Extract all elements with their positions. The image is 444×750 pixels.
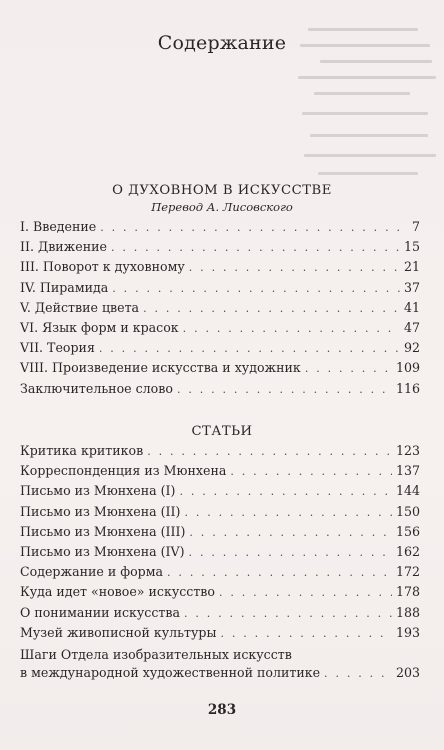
toc-entry-title: I. Введение <box>20 219 97 234</box>
toc-entry-page: 116 <box>395 380 420 396</box>
toc-entry-title: VI. Язык форм и красок <box>20 319 179 335</box>
section-heading: СТАТЬИ <box>191 424 253 439</box>
toc-entry-title: Письмо из Мюнхена (III) <box>20 523 186 539</box>
toc-entry-page: 21 <box>403 259 420 275</box>
toc-entry[interactable] <box>20 300 420 320</box>
toc-entry[interactable] <box>20 544 420 564</box>
toc-entry-title: Письмо из Мюнхена (I) <box>20 483 176 499</box>
toc-entry[interactable] <box>20 504 420 524</box>
toc-entry[interactable] <box>20 280 420 300</box>
toc-entry-title: Шаги Отдела изобразительных искусств <box>20 646 292 662</box>
toc-entry[interactable] <box>20 239 420 259</box>
toc-entry-page: 47 <box>403 319 420 335</box>
page-title: Содержание <box>157 32 287 54</box>
toc-entry-page: 203 <box>395 664 420 680</box>
dot-leader <box>179 485 392 498</box>
dot-leader <box>184 607 392 620</box>
toc-entry[interactable] <box>20 645 420 685</box>
toc-entry-title: Корреспонденция из Мюнхена <box>20 463 227 479</box>
toc-entry-title: Музей живописной культуры <box>20 624 217 640</box>
dot-leader <box>189 526 392 539</box>
dot-leader <box>221 627 392 640</box>
dot-leader <box>230 465 392 478</box>
toc-entry-page: 193 <box>395 624 420 640</box>
toc-entry[interactable] <box>20 360 420 380</box>
toc-entry-page: 137 <box>395 463 420 479</box>
toc-entry-title: III. Поворот к духовному <box>20 259 185 275</box>
toc-entry[interactable] <box>20 584 420 604</box>
dot-leader <box>143 302 400 315</box>
toc-entry-title: Заключительное слово <box>20 380 173 396</box>
dot-leader <box>100 221 408 234</box>
toc-entry-title: Письмо из Мюнхена (IV) <box>20 543 185 559</box>
dot-leader <box>111 241 400 254</box>
toc-entry-title: V. Действие цвета <box>20 299 140 315</box>
toc-entry-title: О понимании искусства <box>20 604 180 620</box>
section-translator: Перевод А. Лисовского <box>151 200 293 214</box>
dot-leader <box>167 566 392 579</box>
toc-entry[interactable] <box>20 564 420 584</box>
toc-entry-title: VII. Теория <box>20 340 95 356</box>
toc-entry[interactable] <box>20 259 420 279</box>
toc-entry-title: VIII. Произведение искусства и художник <box>20 360 301 376</box>
toc-entry-page: 7 <box>411 219 420 234</box>
toc-list <box>20 219 420 401</box>
toc-entry-title: IV. Пирамида <box>20 279 109 295</box>
toc-entry-page: 162 <box>395 543 420 559</box>
toc-entry[interactable] <box>20 381 420 401</box>
dot-leader <box>184 506 392 519</box>
toc-entry-page: 41 <box>403 299 420 315</box>
toc-entry-title: II. Движение <box>20 239 107 255</box>
toc-entry[interactable] <box>20 219 420 239</box>
page-number: 283 <box>207 702 237 718</box>
section-heading: О ДУХОВНОМ В ИСКУССТВЕ <box>112 183 332 198</box>
toc-entry[interactable] <box>20 463 420 483</box>
toc-entry-page: 156 <box>395 523 420 539</box>
dot-leader <box>112 282 400 295</box>
toc-entry-title: Письмо из Мюнхена (II) <box>20 503 181 519</box>
toc-entry[interactable] <box>20 605 420 625</box>
dot-leader <box>189 546 392 559</box>
dot-leader <box>183 322 400 335</box>
toc-entry-page: 178 <box>395 584 420 600</box>
dot-leader <box>99 342 400 355</box>
toc-entry-page: 37 <box>403 279 420 295</box>
toc-entry-title: Содержание и форма <box>20 564 164 580</box>
toc-entry[interactable] <box>20 524 420 544</box>
toc-entry-title: Критика критиков <box>20 443 144 458</box>
toc-entry[interactable] <box>20 340 420 360</box>
toc-entry-page: 109 <box>395 360 420 376</box>
dot-leader <box>147 445 392 458</box>
toc-entry[interactable] <box>20 320 420 340</box>
dot-leader <box>189 261 400 274</box>
toc-entry-title: Куда идет «новое» искусство <box>20 584 215 600</box>
toc-entry-page: 188 <box>395 604 420 620</box>
toc-entry[interactable] <box>20 483 420 503</box>
toc-list <box>20 443 420 685</box>
dot-leader <box>324 667 392 680</box>
dot-leader <box>177 383 392 396</box>
toc-entry[interactable] <box>20 443 420 463</box>
toc-entry-page: 92 <box>403 340 420 356</box>
dot-leader <box>305 362 392 375</box>
toc-entry-title-continued: в международной художественной политике <box>20 664 321 680</box>
toc-entry-page: 150 <box>395 503 420 519</box>
toc-entry-page: 144 <box>395 483 420 499</box>
toc-entry-page: 123 <box>395 443 420 458</box>
dot-leader <box>219 586 392 599</box>
toc-entry[interactable] <box>20 625 420 645</box>
toc-entry-page: 172 <box>395 564 420 580</box>
toc-entry-page: 15 <box>403 239 420 255</box>
